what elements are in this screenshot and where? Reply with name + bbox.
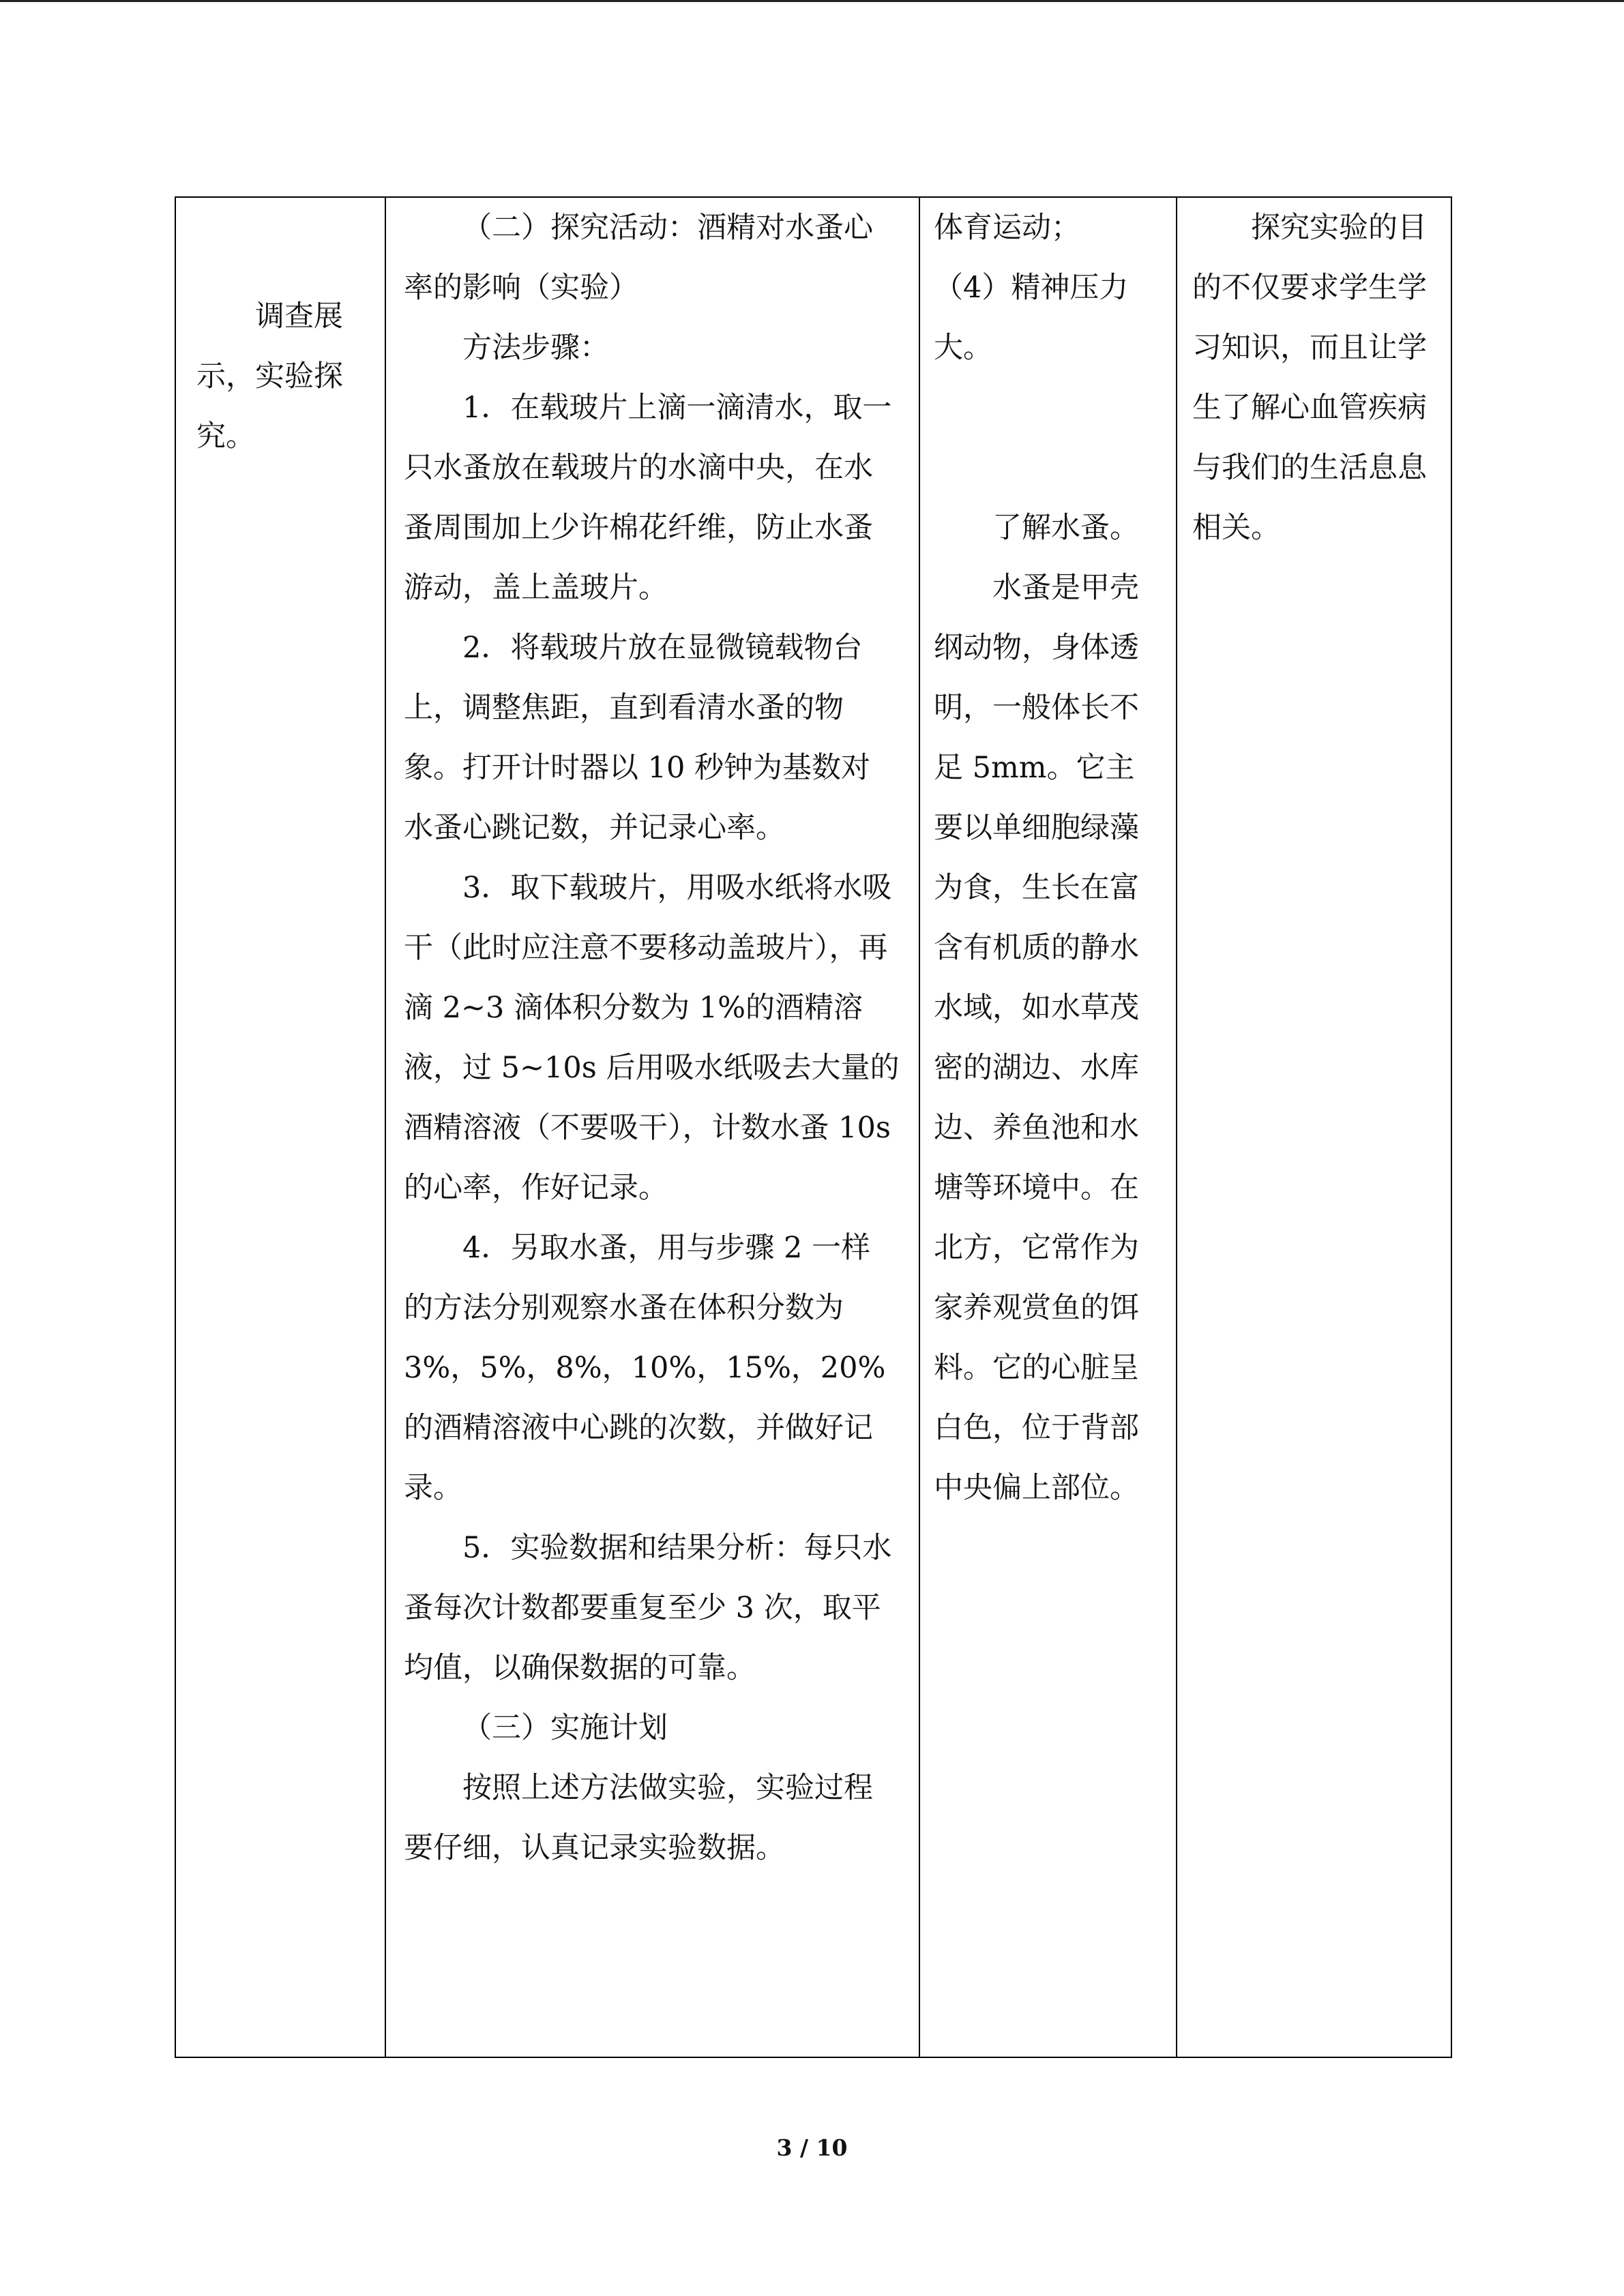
lesson-plan-table	[175, 196, 1452, 2058]
section-heading-plan: （三）实施计划	[462, 1711, 668, 1745]
step-2: 2．将载玻片放在显微镜载物台上，调整焦距，直到看清水蚤的物象。打开计时器以 10 秒钟为基数对水蚤心跳记数，并记录心率。	[404, 631, 871, 845]
table-cell-teaching-content	[385, 197, 919, 2057]
page-number: 3 / 10	[776, 2134, 848, 2161]
step-1: 1．在载玻片上滴一滴清水，取一只水蚤放在载玻片的水滴中央，在水蚤周围加上少许棉花纤维，防止水蚤游动，盖上盖玻片。	[404, 391, 892, 605]
section-heading-inquiry: （二）探究活动：酒精对水蚤心率的影响（实验）	[404, 211, 873, 305]
step-4: 4．另取水蚤，用与步骤 2 一样的方法分别观察水蚤在体积分数为 3%，5%，8%，10%，15%，20%的酒精溶液中心跳的次数，并做好记录。	[404, 1231, 886, 1505]
page-top-border	[0, 0, 1624, 2]
plan-text: 按照上述方法做实验，实验过程要仔细，认真记录实验数据。	[404, 1771, 873, 1865]
step-3: 3．取下载玻片，用吸水纸将水吸干（此时应注意不要移动盖玻片），再滴 2~3 滴体积分数为 1%的酒精溶液，过 5~10s 后用吸水纸吸去大量的酒精溶液（不要吸干），计数水蚤 10s 的心率，作好记录。	[404, 871, 900, 1205]
table-cell-activity-type	[175, 197, 385, 2057]
student-text-sports: 体育运动；	[934, 211, 1080, 245]
student-text-learn-daphnia: 了解水蚤。	[992, 511, 1139, 545]
method-steps-heading: 方法步骤：	[462, 331, 609, 365]
activity-type-text: 调查展示，实验探究。	[196, 299, 343, 453]
table-row	[175, 197, 1451, 2057]
student-text-daphnia-description: 水蚤是甲壳纲动物，身体透明，一般体长不足 5mm。它主要以单细胞绿藻为食，生长在富含有机质的静水水域，如水草茂密的湖边、水库边、养鱼池和水塘等环境中。在北方，它常作为家养观赏鱼的饵料。它的心脏呈白色，位于背部中央偏上部位。	[934, 571, 1139, 1505]
student-text-stress: （4）精神压力大。	[934, 271, 1129, 365]
step-5: 5．实验数据和结果分析：每只水蚤每次计数都要重复至少 3 次，取平均值，以确保数据的可靠。	[404, 1531, 892, 1685]
table-cell-design-intent	[1177, 197, 1451, 2057]
table-cell-student-activity	[919, 197, 1177, 2057]
design-intent-text: 探究实验的目的不仅要求学生学习知识，而且让学生了解心血管疾病与我们的生活息息相关。	[1192, 211, 1427, 545]
